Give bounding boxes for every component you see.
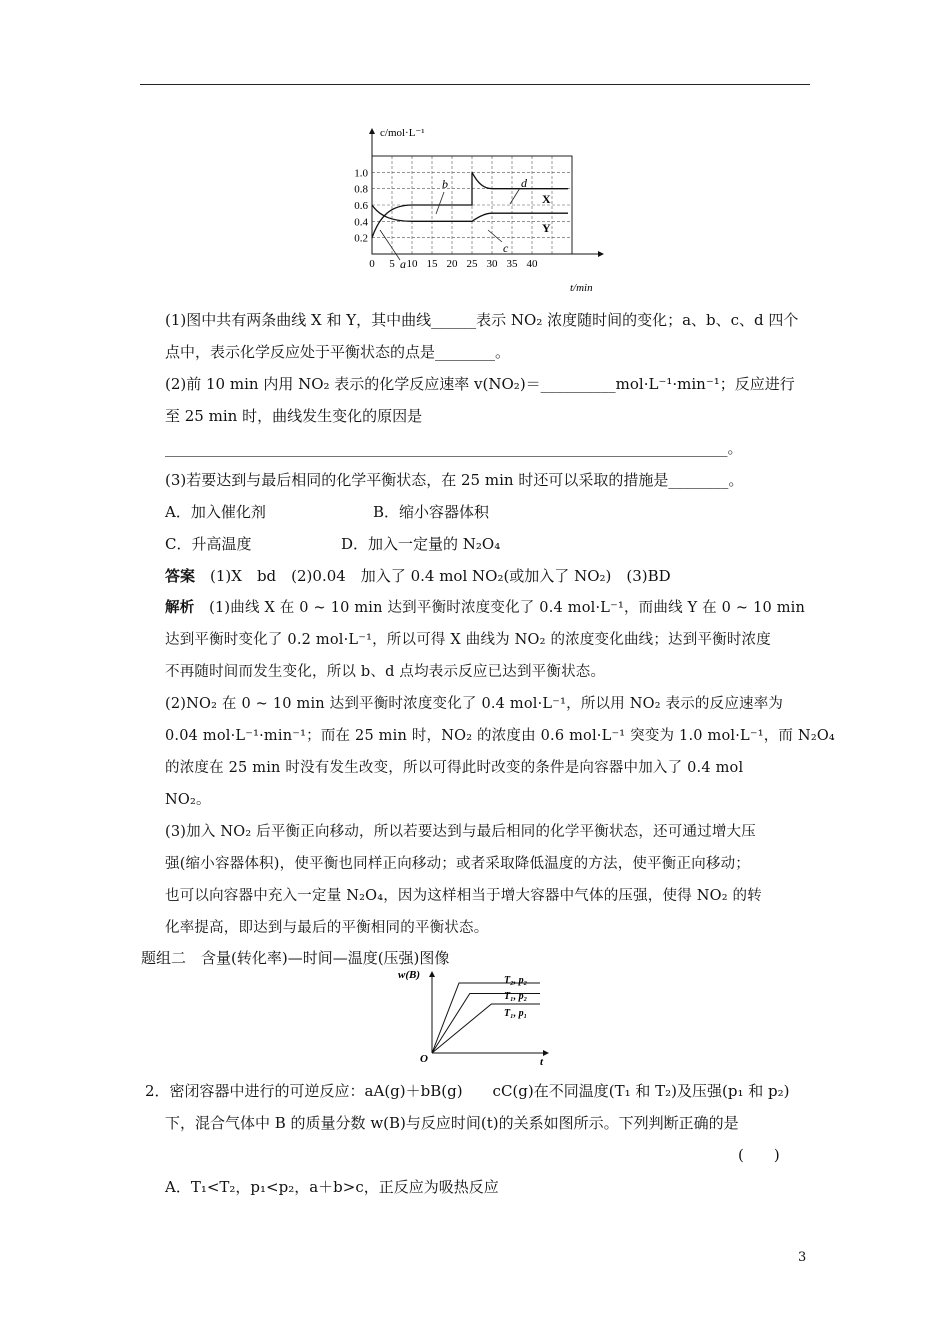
point-d-label: d [521, 176, 527, 190]
q1-line-1: (1)图中共有两条曲线 X 和 Y，其中曲线______表示 NO₂ 浓度随时间的变化；a、b、c、d 四个 [165, 311, 799, 329]
x-axis-label: t/min [570, 282, 593, 294]
y-axis-arrow [369, 128, 375, 134]
curve-y-label: Y [542, 221, 551, 235]
analysis-line-8: (3)加入 NO₂ 后平衡正向移动，所以若要达到与最后相同的化学平衡状态，还可通过增大压 [165, 824, 756, 840]
point-a-label: a [400, 257, 406, 271]
point-b-leader [436, 192, 444, 214]
q1-line-5: ___________________________________________________________________________。 [165, 439, 743, 457]
point-c-leader [488, 230, 502, 242]
page-number: 3 [798, 1250, 807, 1265]
analysis-line-11: 化率提高，即达到与最后的平衡相同的平衡状态。 [165, 920, 489, 936]
analysis-line-4: (2)NO₂ 在 0 ~ 10 min 达到平衡时浓度变化了 0.4 mol·L⁻¹，所以用 NO₂ 表示的反应速率为 [165, 696, 784, 712]
answer-text: (1)X bd (2)0.04 加入了 0.4 mol NO₂(或加入了 NO₂) (3)BD [210, 567, 671, 585]
mass-fraction-time-chart [398, 966, 558, 1066]
x-tick-label: 35 [506, 258, 518, 270]
point-d-leader [510, 188, 520, 204]
y-axis-label: c/mol·L⁻¹ [380, 127, 425, 139]
analysis-line-5: 0.04 mol·L⁻¹·min⁻¹；而在 25 min 时，NO₂ 的浓度由 0.6 mol·L⁻¹ 突变为 1.0 mol·L⁻¹，而 N₂O₄ [165, 728, 835, 744]
point-a-leader [380, 230, 400, 260]
analysis-line-7: NO₂。 [165, 792, 211, 808]
origin-label: O [420, 1053, 428, 1065]
answer-line [165, 566, 671, 586]
concentration-time-chart [340, 120, 610, 295]
q2-line-1: 2．密闭容器中进行的可逆反应：aA(g)＋bB(g) cC(g)在不同温度(T₁ 和 T₂)及压强(p₁ 和 p₂) [145, 1082, 790, 1100]
header-rule [140, 84, 810, 85]
analysis-line-2: 达到平衡时变化了 0.2 mol·L⁻¹，所以可得 X 曲线为 NO₂ 的浓度变化曲线；达到平衡时浓度 [165, 632, 771, 648]
q1-line-4: 至 25 min 时，曲线发生变化的原因是 [165, 407, 423, 425]
q2-option-a: A．T₁<T₂，p₁<p₂，a＋b>c，正反应为吸热反应 [165, 1178, 499, 1196]
q1-line-6: (3)若要达到与最后相同的化学平衡状态，在 25 min 时还可以采取的措施是________。 [165, 471, 744, 489]
y-tick-label: 0.4 [354, 216, 368, 229]
x-tick-label: 15 [426, 258, 438, 270]
series-t2p2-label: T₂, p₂ [504, 975, 528, 986]
series-t1p1-label: T₁, p₁ [504, 1008, 528, 1019]
series-t1p2-label: T₁, p₂ [504, 991, 528, 1002]
y-tick-label: 0.6 [354, 200, 368, 212]
x-tick-label: 30 [486, 258, 498, 270]
x-tick-label: 25 [466, 258, 478, 270]
option-d: D．加入一定量的 N₂O₄ [341, 535, 501, 553]
curve-x-label: X [542, 192, 551, 206]
option-b: B．缩小容器体积 [373, 503, 490, 521]
analysis-line-3: 不再随时间而发生变化，所以 b、d 点均表示反应已达到平衡状态。 [165, 664, 606, 680]
x-tick-label: 40 [526, 258, 538, 270]
x-axis-arrow [598, 251, 604, 257]
y-tick-label: 0.2 [354, 232, 368, 245]
q2-answer-bracket: ( ) [738, 1146, 780, 1164]
analysis-label: 解析 [165, 599, 195, 616]
answer-label: 答案 [165, 567, 196, 585]
option-a: A．加入催化剂 [165, 503, 266, 521]
analysis-line-6: 的浓度在 25 min 时没有发生改变，所以可得此时改变的条件是向容器中加入了 0.4 mol [165, 760, 744, 776]
t-axis-label: t [540, 1056, 544, 1066]
group-2-heading: 题组二 含量(转化率)—时间—温度(压强)图像 [141, 949, 450, 967]
series-y-line [372, 205, 568, 221]
x-tick-label: 10 [406, 258, 418, 270]
x-tick-label: 0 [369, 258, 375, 270]
point-b-label: b [442, 177, 448, 191]
series-t1p2-line [432, 994, 540, 1054]
q1-line-2: 点中，表示化学反应处于平衡状态的点是________。 [165, 343, 511, 361]
q2-line-2: 下，混合气体中 B 的质量分数 w(B)与反应时间(t)的关系如图所示。下列判断正确的是 [165, 1114, 739, 1132]
option-c: C．升高温度 [165, 535, 252, 553]
x-tick-label: 20 [446, 258, 458, 270]
point-c-label: c [503, 241, 509, 255]
w-axis-label: w(B) [398, 969, 420, 981]
x-tick-label: 5 [389, 258, 395, 270]
q1-line-3: (2)前 10 min 内用 NO₂ 表示的化学反应速率 v(NO₂)＝__________mol·L⁻¹·min⁻¹；反应进行 [165, 375, 795, 393]
analysis-line-10: 也可以向容器中充入一定量 N₂O₄，因为这样相当于增大容器中气体的压强，使得 NO₂ 的转 [165, 888, 762, 904]
analysis-line-9: 强(缩小容器体积)，使平衡也同样正向移动；或者采取降低温度的方法，使平衡正向移动； [165, 856, 751, 872]
analysis-line-1: 解析 (1)曲线 X 在 0 ~ 10 min 达到平衡时浓度变化了 0.4 mol·L⁻¹，而曲线 Y 在 0 ~ 10 min [165, 599, 806, 616]
y-tick-label: 1.0 [354, 167, 368, 180]
y-tick-label: 0.8 [354, 183, 368, 196]
